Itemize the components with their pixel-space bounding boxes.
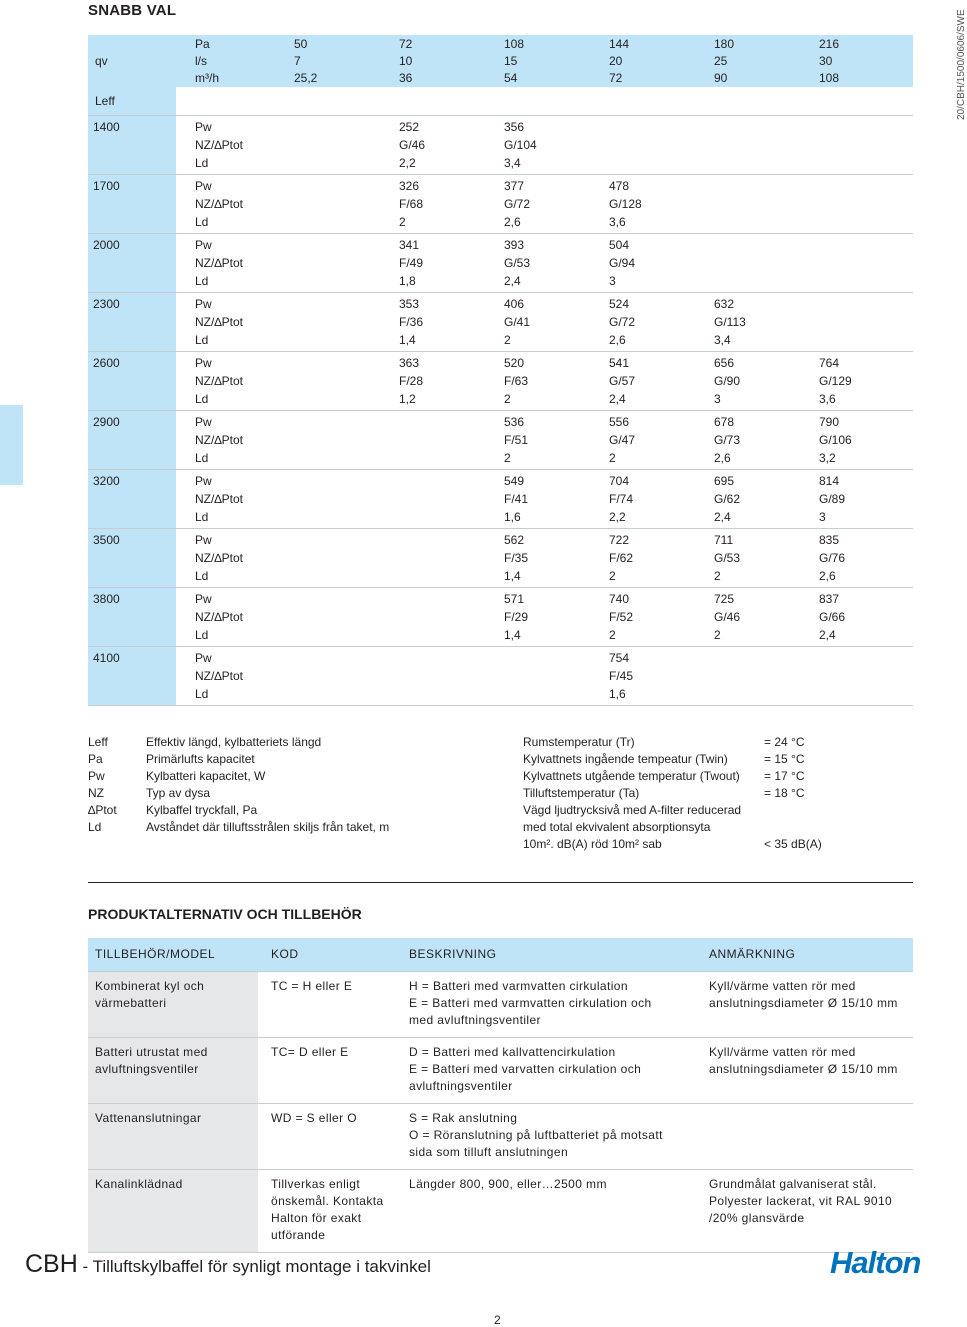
leff-value: 2000 (93, 238, 120, 252)
table-cell: 2 (714, 628, 721, 642)
pa-value: 180 (714, 37, 735, 51)
cell-desc: med avluftningsventiler (409, 1013, 541, 1027)
product-subtitle: - Tilluftskylbaffel för synligt montage i takvinkel (77, 1257, 431, 1276)
table-cell: 2,4 (819, 628, 836, 642)
section-divider (88, 882, 913, 883)
leff-group (88, 529, 913, 588)
table-cell: G/46 (399, 138, 426, 152)
table-cell: G/47 (609, 433, 636, 447)
leff-groups (88, 116, 913, 706)
cell-desc: E = Batteri med varvatten cirkulation och (409, 1062, 642, 1076)
table-cell: 2,2 (609, 510, 626, 524)
quick-selection-table (88, 35, 913, 706)
table-cell: 549 (504, 474, 525, 488)
table-cell: F/49 (399, 256, 424, 270)
table-cell: 541 (609, 356, 630, 370)
cell-desc: Längder 800, 900, eller…2500 mm (409, 1177, 607, 1191)
condition-label: Tilluftstemperatur (Ta) (523, 786, 640, 800)
table-cell: 1,2 (399, 392, 416, 406)
cell-model: värmebatteri (95, 996, 167, 1010)
table-cell: 2 (504, 333, 511, 347)
table-cell: 353 (399, 297, 420, 311)
table-cell: 3,6 (609, 215, 626, 229)
table-cell: 2,6 (714, 451, 731, 465)
table-cell: G/53 (504, 256, 531, 270)
legend-text: Typ av dysa (146, 786, 211, 800)
table-cell: F/68 (399, 197, 424, 211)
table-header (88, 35, 913, 87)
table-cell: F/28 (399, 374, 424, 388)
table-cell: 754 (609, 651, 630, 665)
row-label: Ld (195, 392, 209, 406)
leff-group (88, 175, 913, 234)
leff-value: 3500 (93, 533, 120, 547)
leff-value: 2900 (93, 415, 120, 429)
table-cell: 2 (609, 628, 616, 642)
leff-group (88, 470, 913, 529)
document-code: 20/CBH/1500/0606/SWE (956, 9, 967, 120)
cell-note: Kyll/värme vatten rör med (709, 979, 856, 993)
condition-value: < 35 dB(A) (764, 837, 822, 851)
section-title-quick-selection: SNABB VAL (88, 2, 177, 19)
row-label: Pw (195, 120, 212, 134)
ls-value: 7 (294, 54, 301, 68)
row-label: Pw (195, 651, 212, 665)
cell-note: /20% glansvärde (709, 1211, 805, 1225)
table-cell: 520 (504, 356, 525, 370)
table-cell: 341 (399, 238, 420, 252)
table-cell: 252 (399, 120, 420, 134)
row-label: Ld (195, 628, 209, 642)
table-cell: G/72 (504, 197, 531, 211)
header-model: TILLBEHÖR/MODEL (95, 947, 216, 961)
cell-desc: D = Batteri med kallvattencirkulation (409, 1045, 616, 1059)
leff-group (88, 293, 913, 352)
table-cell: 478 (609, 179, 630, 193)
row-label: Ld (195, 333, 209, 347)
legend-abbr: Ld (88, 820, 102, 834)
table-cell: 2,6 (609, 333, 626, 347)
footer-title (25, 1250, 431, 1279)
table-cell: 2 (504, 451, 511, 465)
table-cell: F/36 (399, 315, 424, 329)
table-cell: 326 (399, 179, 420, 193)
row-label: Ld (195, 451, 209, 465)
cell-note: Kyll/värme vatten rör med (709, 1045, 856, 1059)
legend-abbr: Leff (88, 735, 108, 749)
condition-label: 10m². dB(A) röd 10m² sab (523, 837, 662, 851)
unit-pa: Pa (195, 37, 210, 51)
table-cell: 695 (714, 474, 735, 488)
legend-abbr: Pa (88, 752, 103, 766)
table-cell: F/63 (504, 374, 529, 388)
row-label: Pw (195, 297, 212, 311)
legend-abbr: NZ (88, 786, 104, 800)
row-label: Pw (195, 179, 212, 193)
table-cell: F/29 (504, 610, 529, 624)
leff-group (88, 588, 913, 647)
table-cell: G/94 (609, 256, 636, 270)
legend (88, 734, 913, 854)
row-label: Ld (195, 274, 209, 288)
page-number: 2 (494, 1313, 501, 1327)
cell-desc: avluftningsventiler (409, 1079, 513, 1093)
table-cell: 1,6 (504, 510, 521, 524)
table-cell: 2,4 (609, 392, 626, 406)
table-cell: 377 (504, 179, 525, 193)
table-cell: G/129 (819, 374, 852, 388)
condition-label: Vägd ljudtrycksivå med A-filter reducerad (523, 803, 742, 817)
pa-value: 72 (399, 37, 413, 51)
table-cell: 1,4 (504, 628, 521, 642)
table-cell: 704 (609, 474, 630, 488)
legend-text: Kylbatteri kapacitet, W (146, 769, 266, 783)
condition-value: = 24 °C (764, 735, 805, 749)
table-cell: F/45 (609, 669, 634, 683)
table-cell: G/104 (504, 138, 537, 152)
table-row (88, 1104, 913, 1170)
product-code: CBH (25, 1250, 78, 1278)
pa-value: 108 (504, 37, 525, 51)
table-cell: 2,4 (714, 510, 731, 524)
table-cell: 3 (714, 392, 721, 406)
table-cell: 1,4 (504, 569, 521, 583)
products-header (88, 938, 913, 972)
row-label: NZ/∆Ptot (195, 315, 244, 329)
condition-value: = 15 °C (764, 752, 805, 766)
header-description: BESKRIVNING (409, 947, 497, 961)
section-title-products: PRODUKTALTERNATIV OCH TILLBEHÖR (88, 906, 362, 922)
table-cell: 571 (504, 592, 525, 606)
m3h-value: 108 (819, 71, 840, 85)
cell-desc: E = Batteri med varmvatten cirkulation och (409, 996, 652, 1010)
table-cell: 740 (609, 592, 630, 606)
table-cell: G/90 (714, 374, 741, 388)
row-label: Ld (195, 215, 209, 229)
table-cell: 725 (714, 592, 735, 606)
table-cell: G/57 (609, 374, 636, 388)
table-cell: 562 (504, 533, 525, 547)
table-cell: 3 (819, 510, 826, 524)
table-cell: G/72 (609, 315, 636, 329)
cell-code: Tillverkas enligt (271, 1177, 361, 1191)
row-label: Ld (195, 510, 209, 524)
row-label: Pw (195, 415, 212, 429)
table-cell: 656 (714, 356, 735, 370)
table-cell: F/62 (609, 551, 634, 565)
table-cell: G/89 (819, 492, 846, 506)
cell-model: Batteri utrustat med (95, 1045, 208, 1059)
table-cell: 711 (714, 533, 734, 547)
row-label: Ld (195, 569, 209, 583)
row-label: Pw (195, 238, 212, 252)
leff-value: 3200 (93, 474, 120, 488)
row-label: NZ/∆Ptot (195, 551, 244, 565)
side-tab-marker (0, 405, 23, 485)
cell-code: utförande (271, 1228, 326, 1242)
condition-label: Rumstemperatur (Tr) (523, 735, 635, 749)
cell-desc: S = Rak anslutning (409, 1111, 518, 1125)
table-cell: G/53 (714, 551, 741, 565)
pa-value: 144 (609, 37, 630, 51)
table-cell: 2,6 (819, 569, 836, 583)
halton-logo (828, 1244, 946, 1280)
leff-value: 4100 (93, 651, 120, 665)
row-label: Pw (195, 474, 212, 488)
cell-model: Vattenanslutningar (95, 1111, 202, 1125)
table-cell: 406 (504, 297, 525, 311)
m3h-value: 54 (504, 71, 518, 85)
condition-label: Kylvattnets ingående tempeatur (Twin) (523, 752, 728, 766)
ls-value: 15 (504, 54, 518, 68)
leff-group (88, 411, 913, 470)
table-cell: 556 (609, 415, 630, 429)
table-cell: G/106 (819, 433, 852, 447)
table-cell: F/51 (504, 433, 529, 447)
m3h-value: 90 (714, 71, 728, 85)
table-cell: 504 (609, 238, 630, 252)
table-cell: 2 (714, 569, 721, 583)
cell-note: Polyester lackerat, vit RAL 9010 (709, 1194, 893, 1208)
table-cell: 2,4 (504, 274, 521, 288)
header-note: ANMÄRKNING (709, 947, 796, 961)
table-cell: G/62 (714, 492, 741, 506)
ls-value: 10 (399, 54, 413, 68)
table-cell: G/46 (714, 610, 741, 624)
legend-abbr: Pw (88, 769, 105, 783)
legend-text: Primärlufts kapacitet (146, 752, 255, 766)
m3h-value: 36 (399, 71, 413, 85)
legend-text: Avståndet där tilluftsstrålen skiljs från taket, m (146, 820, 390, 834)
row-label: NZ/∆Ptot (195, 433, 244, 447)
table-cell: 1,8 (399, 274, 416, 288)
leff-group (88, 647, 913, 706)
table-cell: 3,4 (714, 333, 731, 347)
leff-value: 1700 (93, 179, 120, 193)
table-row (88, 972, 913, 1038)
table-row (88, 1170, 913, 1253)
legend-text: Effektiv längd, kylbatteriets längd (146, 735, 322, 749)
table-cell: G/66 (819, 610, 846, 624)
table-cell: 837 (819, 592, 840, 606)
table-cell: G/41 (504, 315, 531, 329)
cell-model: Kanalinklädnad (95, 1177, 183, 1191)
table-cell: F/74 (609, 492, 634, 506)
header-code: KOD (271, 947, 299, 961)
cell-code: önskemål. Kontakta (271, 1194, 384, 1208)
cell-desc: O = Röranslutning på luftbatteriet på motsatt (409, 1128, 663, 1142)
leff-header-row (88, 87, 913, 116)
leff-value: 2600 (93, 356, 120, 370)
legend-abbr: ∆Ptot (88, 803, 117, 817)
condition-label: med total ekvivalent absorptionsyta (523, 820, 711, 834)
ls-value: 20 (609, 54, 623, 68)
row-label: Pw (195, 533, 212, 547)
table-cell: F/52 (609, 610, 634, 624)
table-cell: 814 (819, 474, 840, 488)
row-label: Pw (195, 356, 212, 370)
products-table (88, 938, 913, 1253)
cell-code: WD = S eller O (271, 1111, 357, 1125)
table-cell: 2,6 (504, 215, 521, 229)
row-label: NZ/∆Ptot (195, 669, 244, 683)
table-cell: G/76 (819, 551, 846, 565)
table-cell: 2 (609, 451, 616, 465)
row-label: Ld (195, 687, 209, 701)
leff-group (88, 116, 913, 175)
table-cell: 3 (609, 274, 616, 288)
table-cell: 2 (399, 215, 406, 229)
table-cell: 3,2 (819, 451, 836, 465)
row-label: NZ/∆Ptot (195, 610, 244, 624)
row-label: NZ/∆Ptot (195, 197, 244, 211)
table-cell: 536 (504, 415, 525, 429)
cell-note: Grundmålat galvaniserat stål. (709, 1177, 877, 1191)
table-cell: G/128 (609, 197, 642, 211)
cell-note: anslutningsdiameter Ø 15/10 mm (709, 1062, 898, 1076)
table-cell: G/113 (714, 315, 746, 329)
row-label: Pw (195, 592, 212, 606)
table-cell: 356 (504, 120, 525, 134)
cell-code: TC = H eller E (271, 979, 353, 993)
ls-value: 30 (819, 54, 833, 68)
unit-ls: l/s (195, 54, 207, 68)
row-label: NZ/∆Ptot (195, 256, 244, 270)
table-cell: G/73 (714, 433, 741, 447)
table-cell: 764 (819, 356, 840, 370)
condition-value: = 17 °C (764, 769, 805, 783)
cell-model: avluftningsventiler (95, 1062, 199, 1076)
condition-value: = 18 °C (764, 786, 805, 800)
table-cell: 3,6 (819, 392, 836, 406)
table-cell: 632 (714, 297, 735, 311)
cell-desc: H = Batteri med varmvatten cirkulation (409, 979, 628, 993)
m3h-value: 72 (609, 71, 623, 85)
svg-text:Halton: Halton (830, 1245, 921, 1280)
table-cell: 2 (504, 392, 511, 406)
leff-group (88, 234, 913, 293)
table-cell: 2,2 (399, 156, 416, 170)
table-cell: F/41 (504, 492, 529, 506)
unit-m3h: m³/h (195, 71, 219, 85)
cell-note: anslutningsdiameter Ø 15/10 mm (709, 996, 898, 1010)
table-cell: 2 (609, 569, 616, 583)
m3h-value: 25,2 (294, 71, 318, 85)
pa-value: 216 (819, 37, 840, 51)
leff-value: 1400 (93, 120, 120, 134)
row-label: NZ/∆Ptot (195, 374, 244, 388)
table-cell: F/35 (504, 551, 529, 565)
row-label: NZ/∆Ptot (195, 138, 244, 152)
table-cell: 3,4 (504, 156, 521, 170)
qv-label: qv (95, 54, 108, 68)
ls-value: 25 (714, 54, 728, 68)
cell-model: Kombinerat kyl och (95, 979, 205, 993)
table-cell: 1,4 (399, 333, 416, 347)
table-cell: 835 (819, 533, 840, 547)
table-cell: 393 (504, 238, 525, 252)
leff-value: 2300 (93, 297, 120, 311)
leff-label: Leff (95, 94, 115, 108)
cell-code: TC= D eller E (271, 1045, 349, 1059)
cell-code: Halton för exakt (271, 1211, 362, 1225)
cell-desc: sida som tilluft anslutningen (409, 1145, 569, 1159)
legend-text: Kylbaffel tryckfall, Pa (146, 803, 258, 817)
condition-label: Kylvattnets utgående temperatur (Twout) (523, 769, 740, 783)
table-cell: 524 (609, 297, 630, 311)
table-cell: 790 (819, 415, 840, 429)
leff-value: 3800 (93, 592, 120, 606)
leff-group (88, 352, 913, 411)
table-cell: 678 (714, 415, 735, 429)
table-row (88, 1038, 913, 1104)
row-label: NZ/∆Ptot (195, 492, 244, 506)
pa-value: 50 (294, 37, 308, 51)
table-cell: 722 (609, 533, 630, 547)
table-cell: 1,6 (609, 687, 626, 701)
table-cell: 363 (399, 356, 420, 370)
row-label: Ld (195, 156, 209, 170)
